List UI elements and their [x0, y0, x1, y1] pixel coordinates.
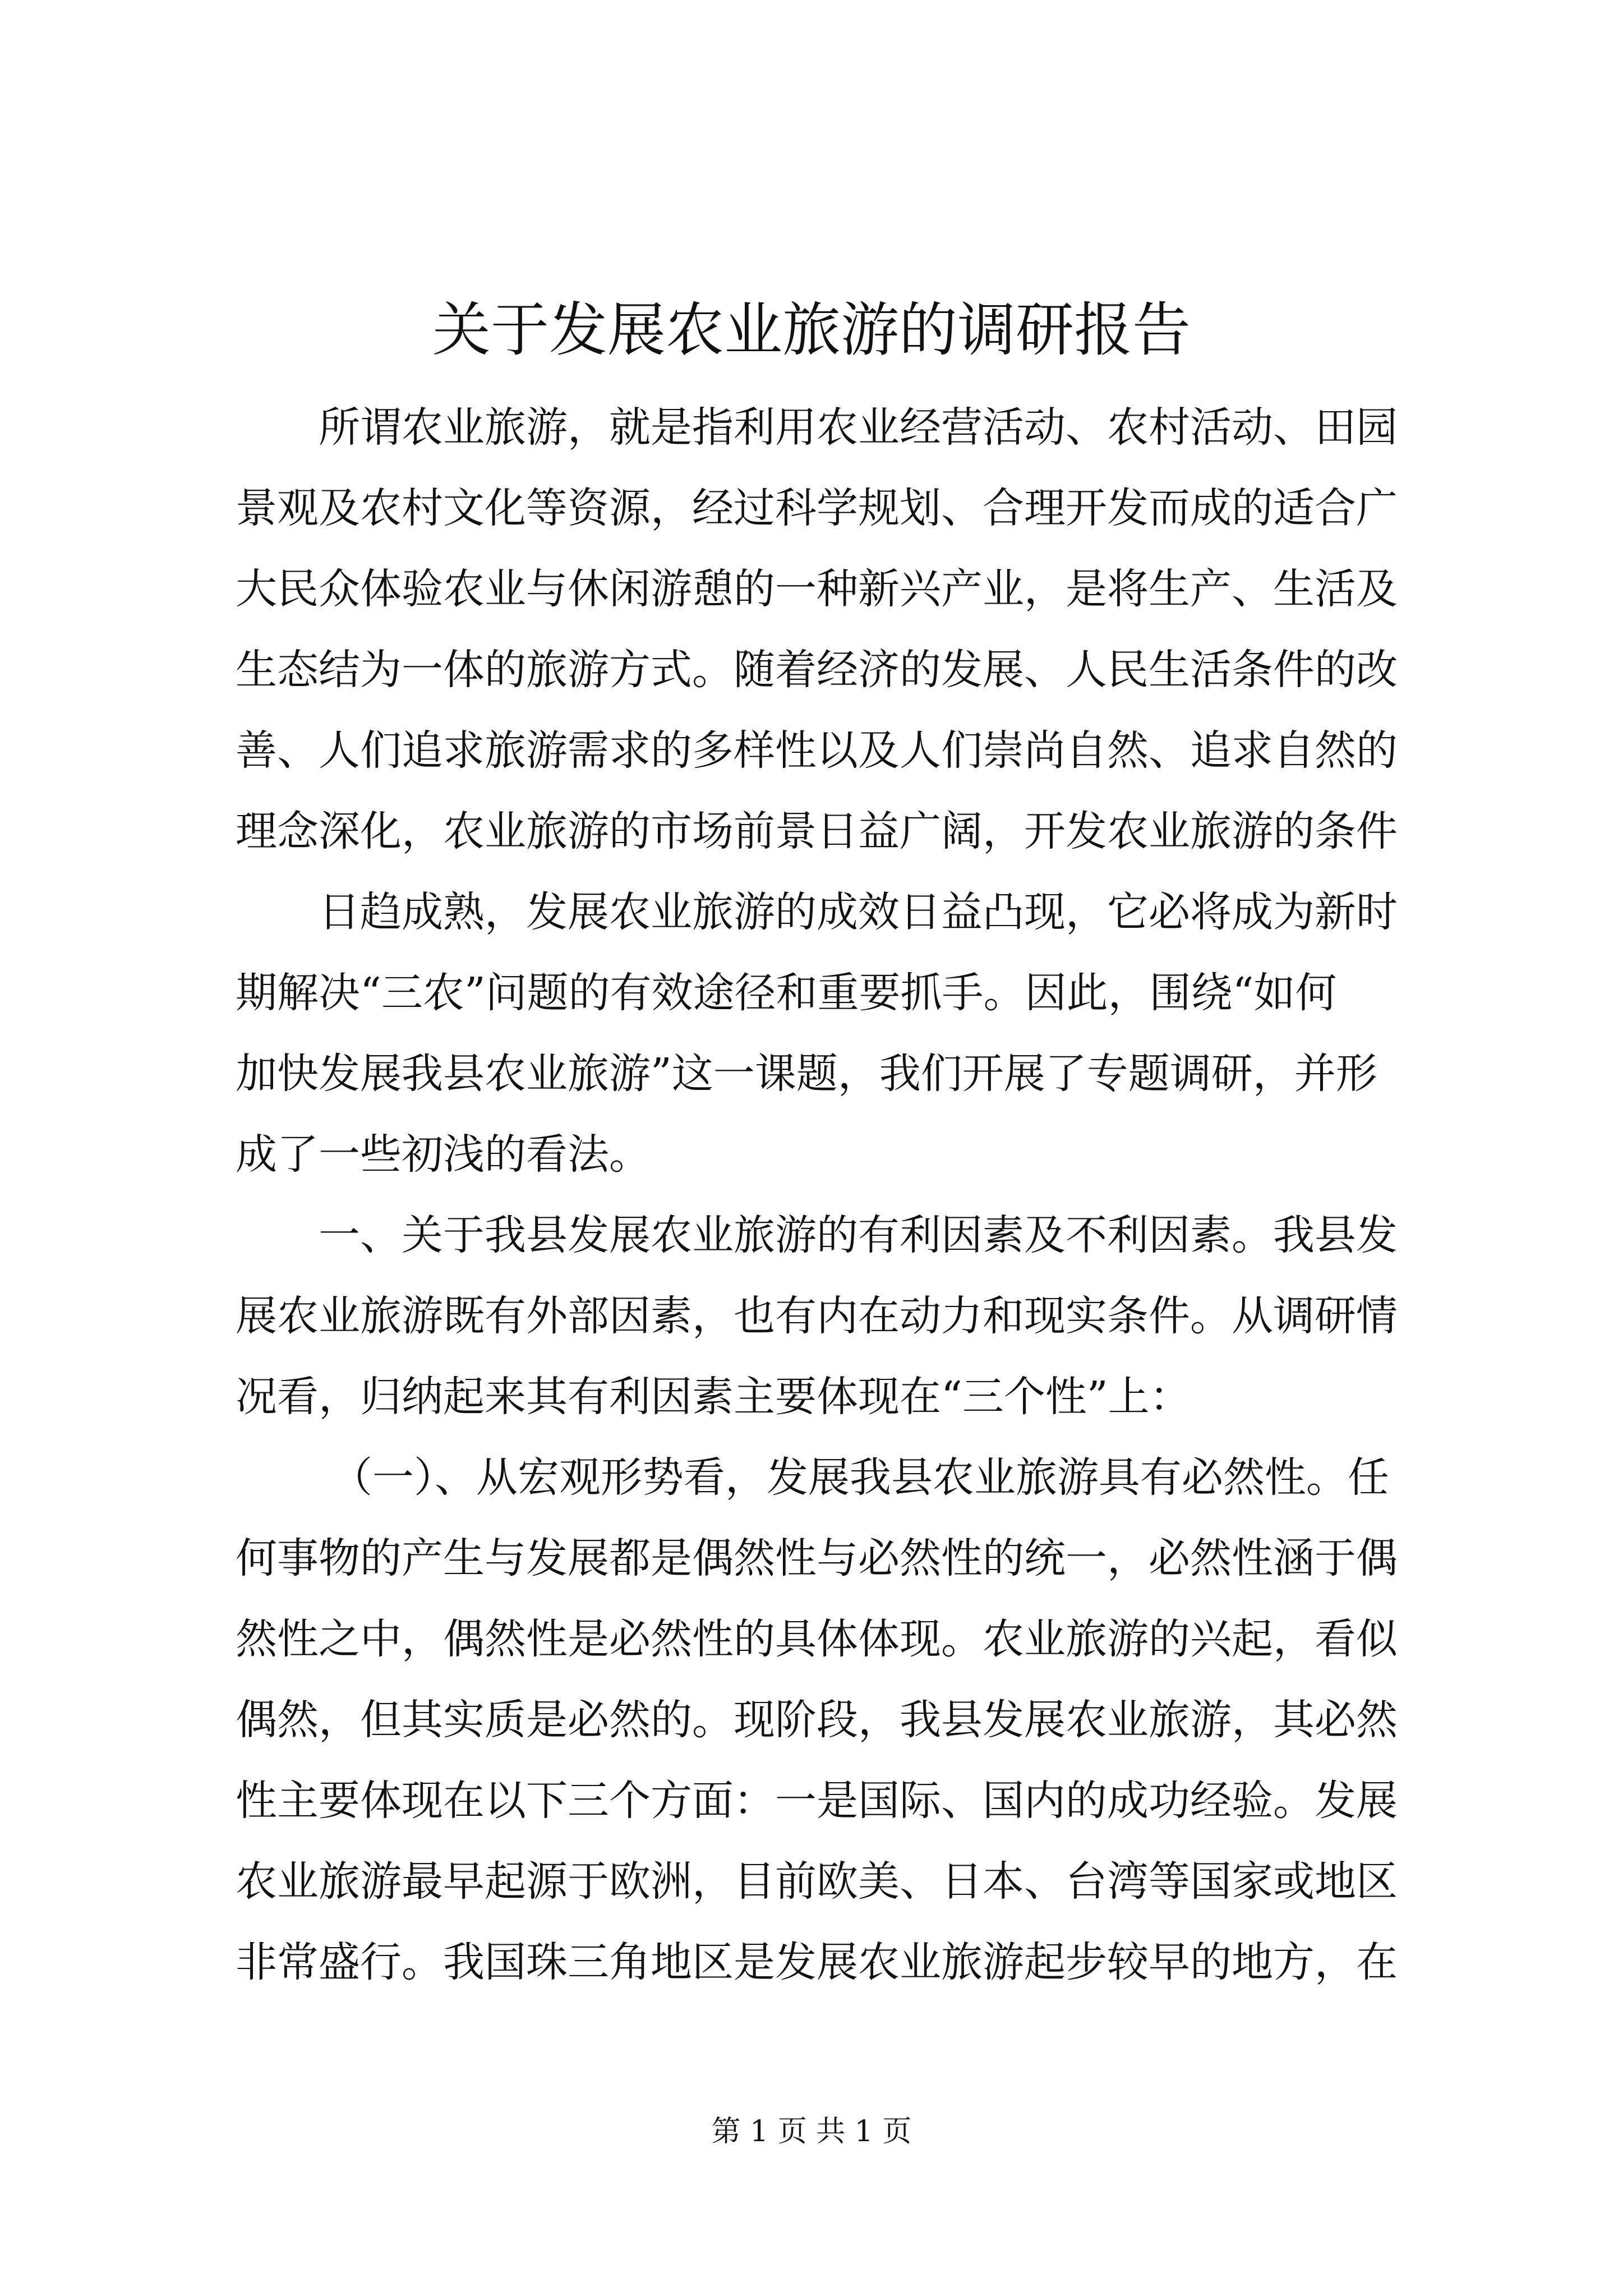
body-line: 非常盛行。我国珠三角地区是发展农业旅游起步较早的地方，在 [236, 1938, 1398, 1986]
body-line: 何事物的产生与发展都是偶然性与必然性的统一，必然性涵于偶 [236, 1534, 1398, 1582]
body-line: 况看，归纳起来其有利因素主要体现在“三个性”上： [236, 1373, 1191, 1421]
body-line: 日趋成熟，发展农业旅游的成效日益凸现，它必将成为新时 [319, 888, 1398, 936]
document-body [236, 387, 1419, 2003]
body-line: 偶然，但其实质是必然的。现阶段，我县发展农业旅游，其必然 [236, 1696, 1398, 1744]
page-footer: 第 1 页 共 1 页 [711, 2115, 912, 2148]
body-line: 善、人们追求旅游需求的多样性以及人们崇尚自然、追求自然的 [236, 726, 1398, 775]
body-line: 农业旅游最早起源于欧洲，目前欧美、日本、台湾等国家或地区 [236, 1857, 1398, 1906]
body-line: 理念深化，农业旅游的市场前景日益广阔，开发农业旅游的条件 [236, 807, 1398, 855]
body-line: 成了一些初浅的看法。 [236, 1130, 651, 1179]
body-line: 生态结为一体的旅游方式。随着经济的发展、人民生活条件的改 [236, 646, 1398, 694]
body-line: 展农业旅游既有外部因素，也有内在动力和现实条件。从调研情 [236, 1292, 1398, 1340]
body-line: 景观及农村文化等资源，经过科学规划、合理开发而成的适合广 [236, 484, 1398, 532]
body-line: 大民众体验农业与休闲游憩的一种新兴产业，是将生产、生活及 [236, 565, 1398, 613]
body-line: 性主要体现在以下三个方面：一是国际、国内的成功经验。发展 [236, 1777, 1398, 1825]
body-line: 期解决“三农”问题的有效途径和重要抓手。因此，围绕“如何 [236, 969, 1337, 1017]
document-title: 关于发展农业旅游的调研报告 [432, 296, 1191, 364]
body-line: 然性之中，偶然性是必然性的具体体现。农业旅游的兴起，看似 [236, 1615, 1398, 1663]
body-line: 加快发展我县农业旅游”这一课题，我们开展了专题调研，并形 [236, 1050, 1377, 1098]
body-line: （一）、从宏观形势看，发展我县农业旅游具有必然性。任 [331, 1453, 1389, 1502]
body-line: 一、关于我县发展农业旅游的有利因素及不利因素。我县发 [319, 1211, 1398, 1259]
body-line: 所谓农业旅游，就是指利用农业经营活动、农村活动、田园 [319, 403, 1398, 452]
